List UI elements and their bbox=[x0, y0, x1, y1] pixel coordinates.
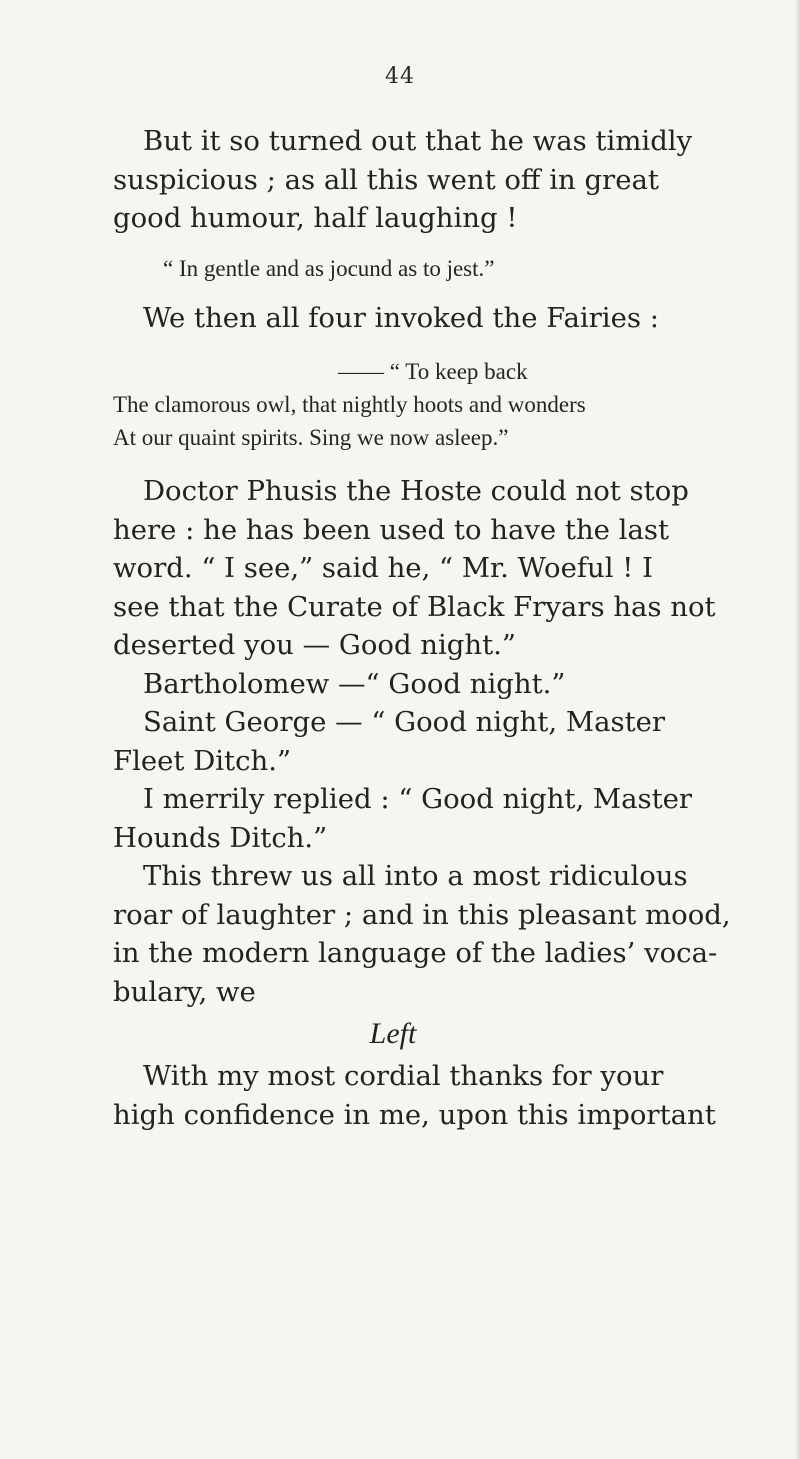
paragraph-line: But it so turned out that he was timidly bbox=[143, 125, 693, 157]
paragraph-line: suspicious ; as all this went off in great bbox=[113, 163, 659, 196]
paragraph-line: Bartholomew —“ Good night.” bbox=[143, 667, 566, 700]
paragraph-line: deserted you — Good night.” bbox=[113, 629, 516, 661]
paragraph-line: roar of laughter ; and in this pleasant mood, bbox=[113, 898, 731, 931]
paragraph-line: I merrily replied : “ Good night, Master bbox=[143, 783, 693, 815]
paragraph-line: With my most cordial thanks for your bbox=[143, 1060, 664, 1092]
paragraph-line: Doctor Phusis the Hoste could not stop bbox=[143, 475, 689, 507]
paragraph-line: good humour, half laughing ! bbox=[113, 202, 518, 234]
paragraph-line: high confidence in me, upon this important bbox=[113, 1098, 716, 1131]
closing-word: Left bbox=[369, 1017, 417, 1050]
verse-quote: At our quaint spirits. Sing we now asleep.” bbox=[113, 425, 509, 450]
paragraph-line: Saint George — “ Good night, Master bbox=[143, 706, 666, 738]
verse-quote: The clamorous owl, that nightly hoots and wonders bbox=[113, 392, 586, 417]
paragraph-line: Hounds Ditch.” bbox=[113, 821, 328, 854]
paragraph-line: in the modern language of the ladies’ voca- bbox=[113, 937, 718, 969]
paragraph-line: word. “ I see,” said he, “ Mr. Woeful ! I bbox=[113, 552, 653, 584]
body-text bbox=[113, 122, 773, 1134]
verse-quote: “ In gentle and as jocund as to jest.” bbox=[163, 255, 495, 281]
paragraph-line: We then all four invoked the Fairies : bbox=[143, 301, 659, 334]
page-edge-shadow bbox=[795, 0, 800, 1459]
page-number: 44 bbox=[385, 64, 415, 89]
verse-quote: —— “ To keep back bbox=[338, 359, 528, 384]
paragraph-line: here : he has been used to have the last bbox=[113, 513, 670, 546]
paragraph-line: Fleet Ditch.” bbox=[113, 744, 292, 777]
paragraph-line: see that the Curate of Black Fryars has not bbox=[113, 590, 716, 623]
paragraph-line: This threw us all into a most ridiculous bbox=[143, 860, 688, 892]
paragraph-line: bulary, we bbox=[113, 975, 256, 1008]
